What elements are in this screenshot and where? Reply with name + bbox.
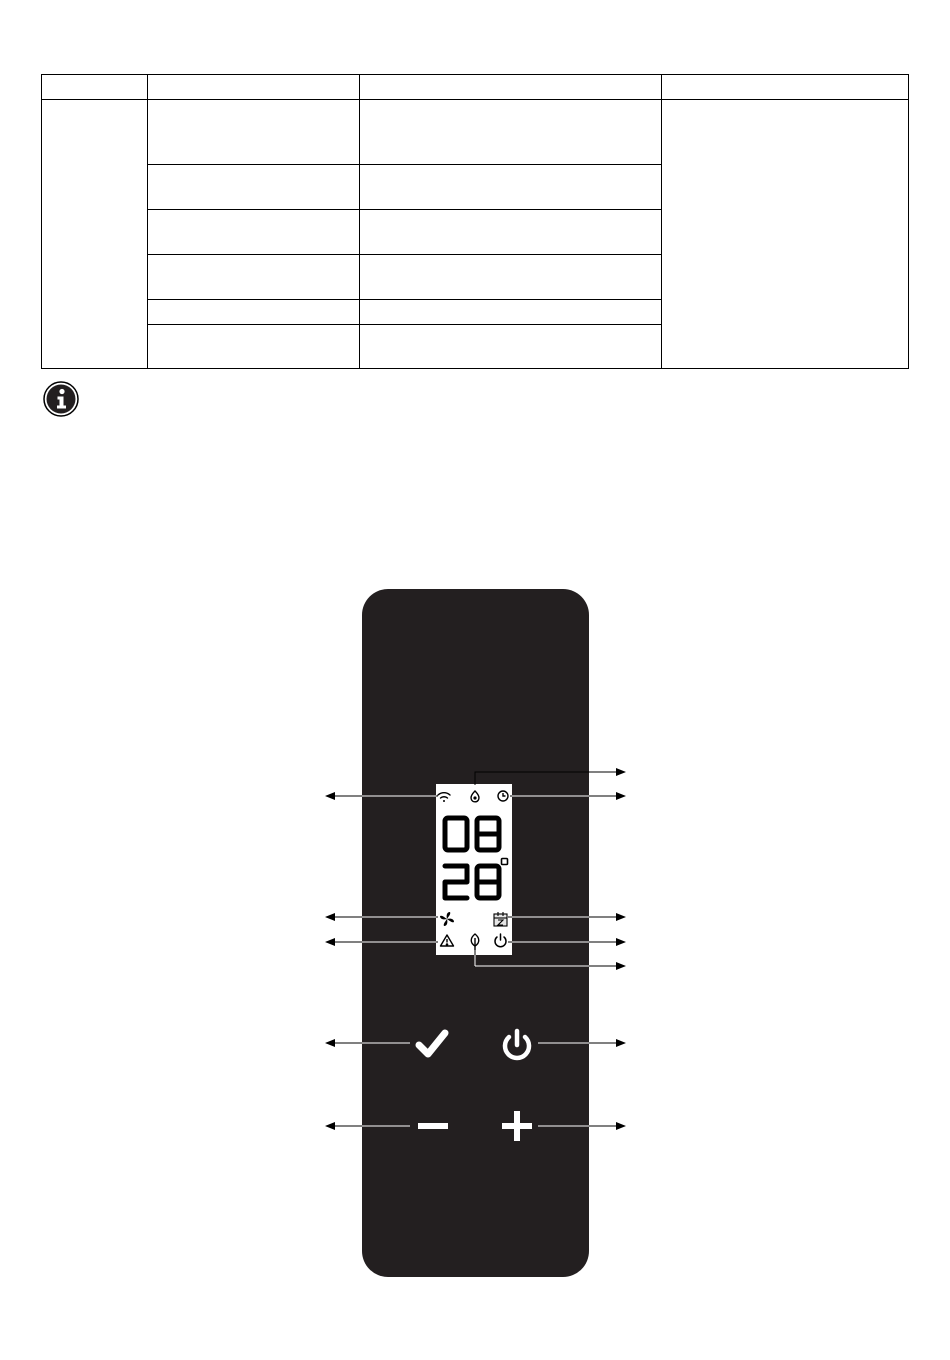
check-button[interactable] — [406, 1022, 458, 1070]
minus-button[interactable] — [406, 1105, 458, 1149]
power-button[interactable] — [491, 1022, 543, 1070]
calendar-icon — [494, 912, 507, 926]
minus-icon — [418, 1123, 448, 1129]
plus-button[interactable] — [491, 1105, 543, 1149]
